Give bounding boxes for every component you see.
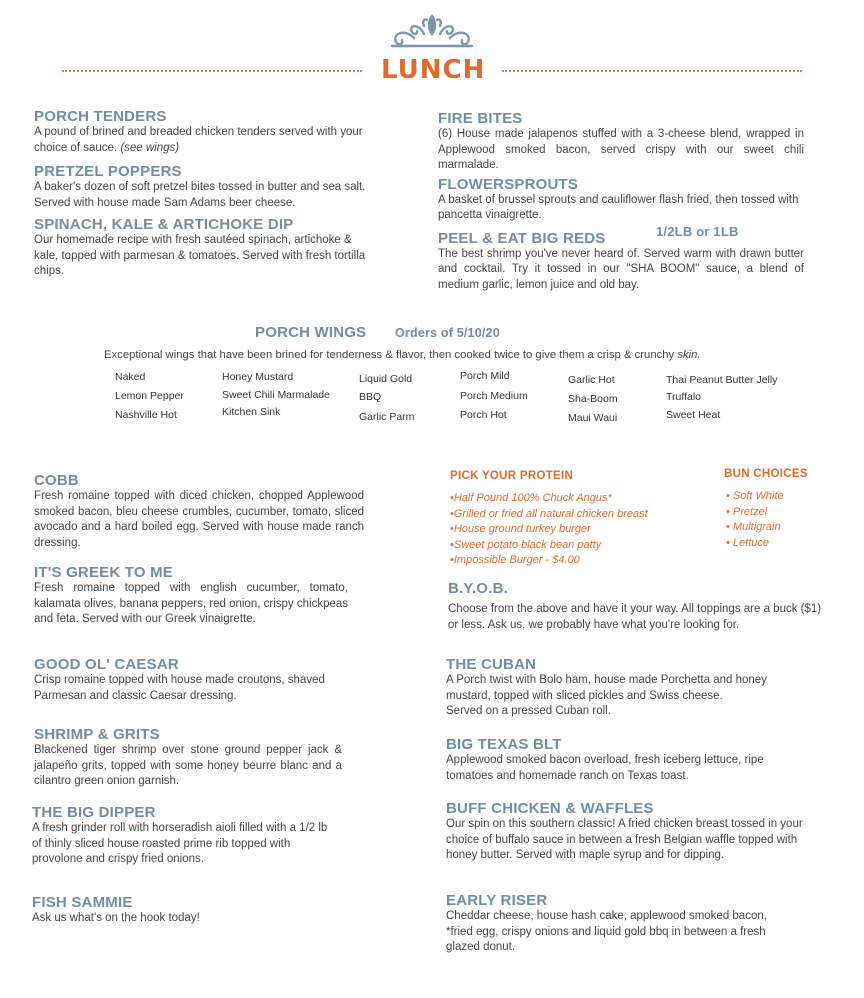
wing-flavor: Porch Mild xyxy=(460,370,510,382)
wing-flavor: Sha-Boom xyxy=(568,393,618,405)
menu-item xyxy=(34,108,374,156)
item-name: BUFF CHICKEN & WAFFLES xyxy=(446,800,654,817)
ornament-icon xyxy=(384,12,480,52)
item-desc: A basket of brussel sprouts and cauliflower flash fried, then tossed with pancetta vinaigrette. xyxy=(438,193,799,221)
wing-flavor: Truffalo xyxy=(666,391,702,403)
wing-flavor: Porch Hot xyxy=(460,409,507,421)
menu-item xyxy=(438,176,804,224)
bun-option: • Multigrain xyxy=(726,521,781,534)
right-bottom-item xyxy=(448,580,828,633)
wing-flavor: Nashville Hot xyxy=(115,409,177,421)
wings-description: Exceptional wings that have been brined for tenderness & flavor, then cooked twice to give them a crisp & crunchy skin. xyxy=(104,349,701,361)
left-bottom-item xyxy=(32,894,352,927)
bun-option: • Pretzel xyxy=(726,505,768,518)
wing-flavor: Naked xyxy=(115,371,146,383)
wing-flavor: Kitchen Sink xyxy=(222,406,281,418)
item-desc: Applewood smoked bacon overload, fresh iceberg lettuce, ripe tomatoes and homemade ranch on Texas toast. xyxy=(446,754,764,782)
item-name: SHRIMP & GRITS xyxy=(34,726,160,743)
header-divider-right xyxy=(502,70,802,72)
wing-flavor: Garlic Parm xyxy=(359,411,415,423)
wing-flavor: Liquid Gold xyxy=(359,373,413,385)
item-desc: A fresh grinder roll with horseradish aioli filled with a 1/2 lb of thinly sliced house roasted prime rib topped with provolone and crispy fried onions. xyxy=(32,822,328,865)
item-name: EARLY RISER xyxy=(446,892,548,909)
item-name: COBB xyxy=(34,472,79,489)
right-top-section xyxy=(438,110,804,293)
wing-flavor: Porch Medium xyxy=(460,390,528,402)
item-name: THE CUBAN xyxy=(446,656,537,673)
item-note: (see wings) xyxy=(120,141,180,154)
wing-flavor: BBQ xyxy=(359,391,382,403)
item-name: B.Y.O.B. xyxy=(448,580,508,597)
menu-item xyxy=(438,223,804,294)
wings-orders: Orders of 5/10/20 xyxy=(395,326,500,340)
item-desc: Fresh romaine topped with english cucumber, tomato, kalamata olives, banana peppers, red onion, crispy chickpeas and feta. Served with our Greek vinaigrette. xyxy=(34,582,348,625)
left-bottom-item xyxy=(32,804,332,868)
left-bottom-item xyxy=(34,564,348,628)
protein-option: •Grilled or fried all natural chicken breast xyxy=(450,507,648,520)
item-name: THE BIG DIPPER xyxy=(32,804,156,821)
item-desc-extra: Served on a pressed Cuban roll. xyxy=(446,705,611,717)
item-name: PORCH TENDERS xyxy=(34,108,167,125)
menu-item xyxy=(438,110,804,174)
wing-flavor: Sweet Chili Marmalade xyxy=(222,389,330,401)
item-desc: The best shrimp you've never heard of. Served warm with drawn butter and cocktail. Try it tossed in our "SHA BOOM" sauce, a blend of medium garlic, lemon juice and old bay. xyxy=(438,247,804,291)
wing-flavor: Sweet Heat xyxy=(666,409,721,421)
wing-flavor: Honey Mustard xyxy=(222,371,294,383)
item-desc: A Porch twist with Bolo ham, house made Porchetta and honey mustard, topped with sliced pickles and Swiss cheese. xyxy=(446,674,767,702)
bun-title: BUN CHOICES xyxy=(724,468,808,480)
item-sizes: 1/2LB or 1LB xyxy=(656,223,739,239)
header-divider-left xyxy=(62,70,362,72)
item-desc: Our spin on this southern classic! A fried chicken breast tossed in your choice of buffalo sauce in between a fresh Belgian waffle topped with honey butter. Served with maple syrup and for dipping. xyxy=(446,818,803,861)
left-top-section xyxy=(34,108,374,280)
menu-item xyxy=(34,163,374,211)
item-name: SPINACH, KALE & ARTICHOKE DIP xyxy=(34,216,294,233)
left-bottom-item xyxy=(34,472,364,551)
item-name: BIG TEXAS BLT xyxy=(446,736,562,753)
bun-list xyxy=(726,489,846,551)
wing-flavor: Thai Peanut Butter Jelly xyxy=(666,374,778,386)
protein-option: •House ground turkey burger xyxy=(450,523,591,536)
wing-flavor: Lemon Pepper xyxy=(115,390,184,402)
wings-title: PORCH WINGS xyxy=(255,324,367,341)
protein-option: •Sweet potato black bean patty xyxy=(450,538,602,551)
protein-option: •Half Pound 100% Chuck Angus* xyxy=(450,492,612,504)
right-bottom-item xyxy=(446,736,806,784)
item-desc: A pound of brined and breaded chicken tenders served with your choice of sauce. (see wings) xyxy=(34,126,363,154)
protein-option: •Impossible Burger - $4.00 xyxy=(450,554,580,567)
item-name: PRETZEL POPPERS xyxy=(34,163,182,180)
right-bottom-item xyxy=(446,892,796,956)
left-bottom-item xyxy=(34,726,342,790)
protein-list xyxy=(450,491,710,569)
item-desc: Blackened tiger shrimp over stone ground pepper jack & jalapeño grits, topped with some honey beurre blanc and a cilantro green onion garnish. xyxy=(34,744,342,787)
item-desc: Our homemade recipe with fresh sautéed spinach, artichoke & kale, topped with parmesan & tomatoes. Served with fresh tortilla chips. xyxy=(34,234,366,277)
item-name: IT'S GREEK TO ME xyxy=(34,564,174,581)
item-name: GOOD OL' CAESAR xyxy=(34,656,179,673)
item-desc: A baker's dozen of soft pretzel bites tossed in butter and sea salt. Served with house made Sam Adams beer cheese. xyxy=(34,181,366,209)
page-title: LUNCH xyxy=(381,55,486,85)
item-desc: Crisp romaine topped with house made croutons, shaved Parmesan and classic Caesar dressing. xyxy=(34,674,325,702)
item-name: PEEL & EAT BIG REDS xyxy=(438,229,606,247)
item-desc: Choose from the above and have it your way. All toppings are a buck ($1) or less. Ask us, we probably have what you're looking for. xyxy=(448,603,822,631)
item-desc: Fresh romaine topped with diced chicken, chopped Applewood smoked bacon, bleu cheese crumbles, cucumber, tomato, sliced avocado and a hard boiled egg. Served with house made ranch dressing. xyxy=(34,490,364,549)
item-name: FIRE BITES xyxy=(438,110,523,127)
left-bottom-item xyxy=(34,656,354,704)
protein-title: PICK YOUR PROTEIN xyxy=(450,470,574,482)
item-name: FLOWERSPROUTS xyxy=(438,175,579,193)
right-bottom-item xyxy=(446,800,810,864)
wing-flavor: Garlic Hot xyxy=(568,374,615,386)
item-desc: Cheddar cheese, house hash cake, applewood smoked bacon, *fried egg, crispy onions and liquid gold bbq in between a fresh glazed donut. xyxy=(446,910,767,953)
wing-flavor: Maui Waui xyxy=(568,412,618,424)
bun-option: • Soft White xyxy=(726,490,784,502)
item-desc: (6) House made jalapenos stuffed with a 3-cheese blend, wrapped in Applewood smoked bacon, served crispy with our sweet chili marmalade. xyxy=(438,128,804,171)
right-bottom-item xyxy=(446,656,806,720)
item-name: FISH SAMMIE xyxy=(32,894,133,911)
item-desc: Ask us what's on the hook today! xyxy=(32,912,200,924)
menu-item xyxy=(34,216,374,280)
bun-option: • Lettuce xyxy=(726,536,769,549)
